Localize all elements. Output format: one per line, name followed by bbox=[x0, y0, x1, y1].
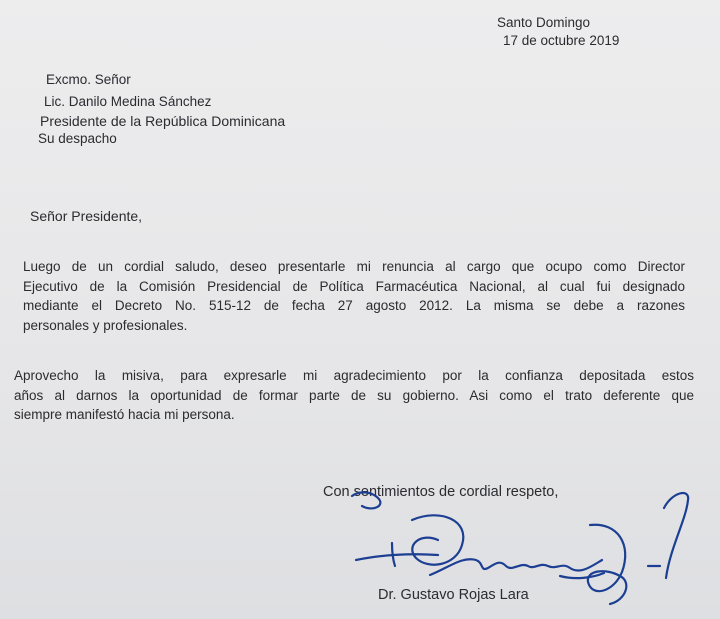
body-line: años al darnos la oportunidad de formar parte de su gobierno. Asi como el trato deferente que bbox=[14, 387, 694, 403]
signer-name: Dr. Gustavo Rojas Lara bbox=[378, 587, 529, 603]
body-line: siempre manifestó hacia mi persona. bbox=[14, 407, 235, 422]
body-line: personales y profesionales. bbox=[23, 317, 188, 333]
body-line: mediante el Decreto No. 515-12 de fecha 27 agosto 2012. La misma se debe a razones bbox=[23, 298, 685, 313]
body-line: Luego de un cordial saludo, deseo presentarle mi renuncia al cargo que ocupo como Director bbox=[23, 259, 685, 274]
recipient-title: Presidente de la República Dominicana bbox=[40, 113, 286, 129]
body-line: Ejecutivo de la Comisión Presidencial de Política Farmacéutica Nacional, al cual fui designado bbox=[23, 278, 685, 294]
recipient-name: Lic. Danilo Medina Sánchez bbox=[44, 94, 212, 109]
closing-line: Con sentimientos de cordial respeto, bbox=[323, 484, 559, 500]
letter-place: Santo Domingo bbox=[497, 15, 591, 30]
recipient-honorific: Excmo. Señor bbox=[46, 72, 131, 87]
letter-date: 17 de octubre 2019 bbox=[503, 33, 620, 48]
recipient-office: Su despacho bbox=[38, 131, 117, 146]
body-line: Aprovecho la misiva, para expresarle mi agradecimiento por la confianza depositada estos bbox=[14, 368, 694, 383]
salutation: Señor Presidente, bbox=[30, 208, 143, 224]
